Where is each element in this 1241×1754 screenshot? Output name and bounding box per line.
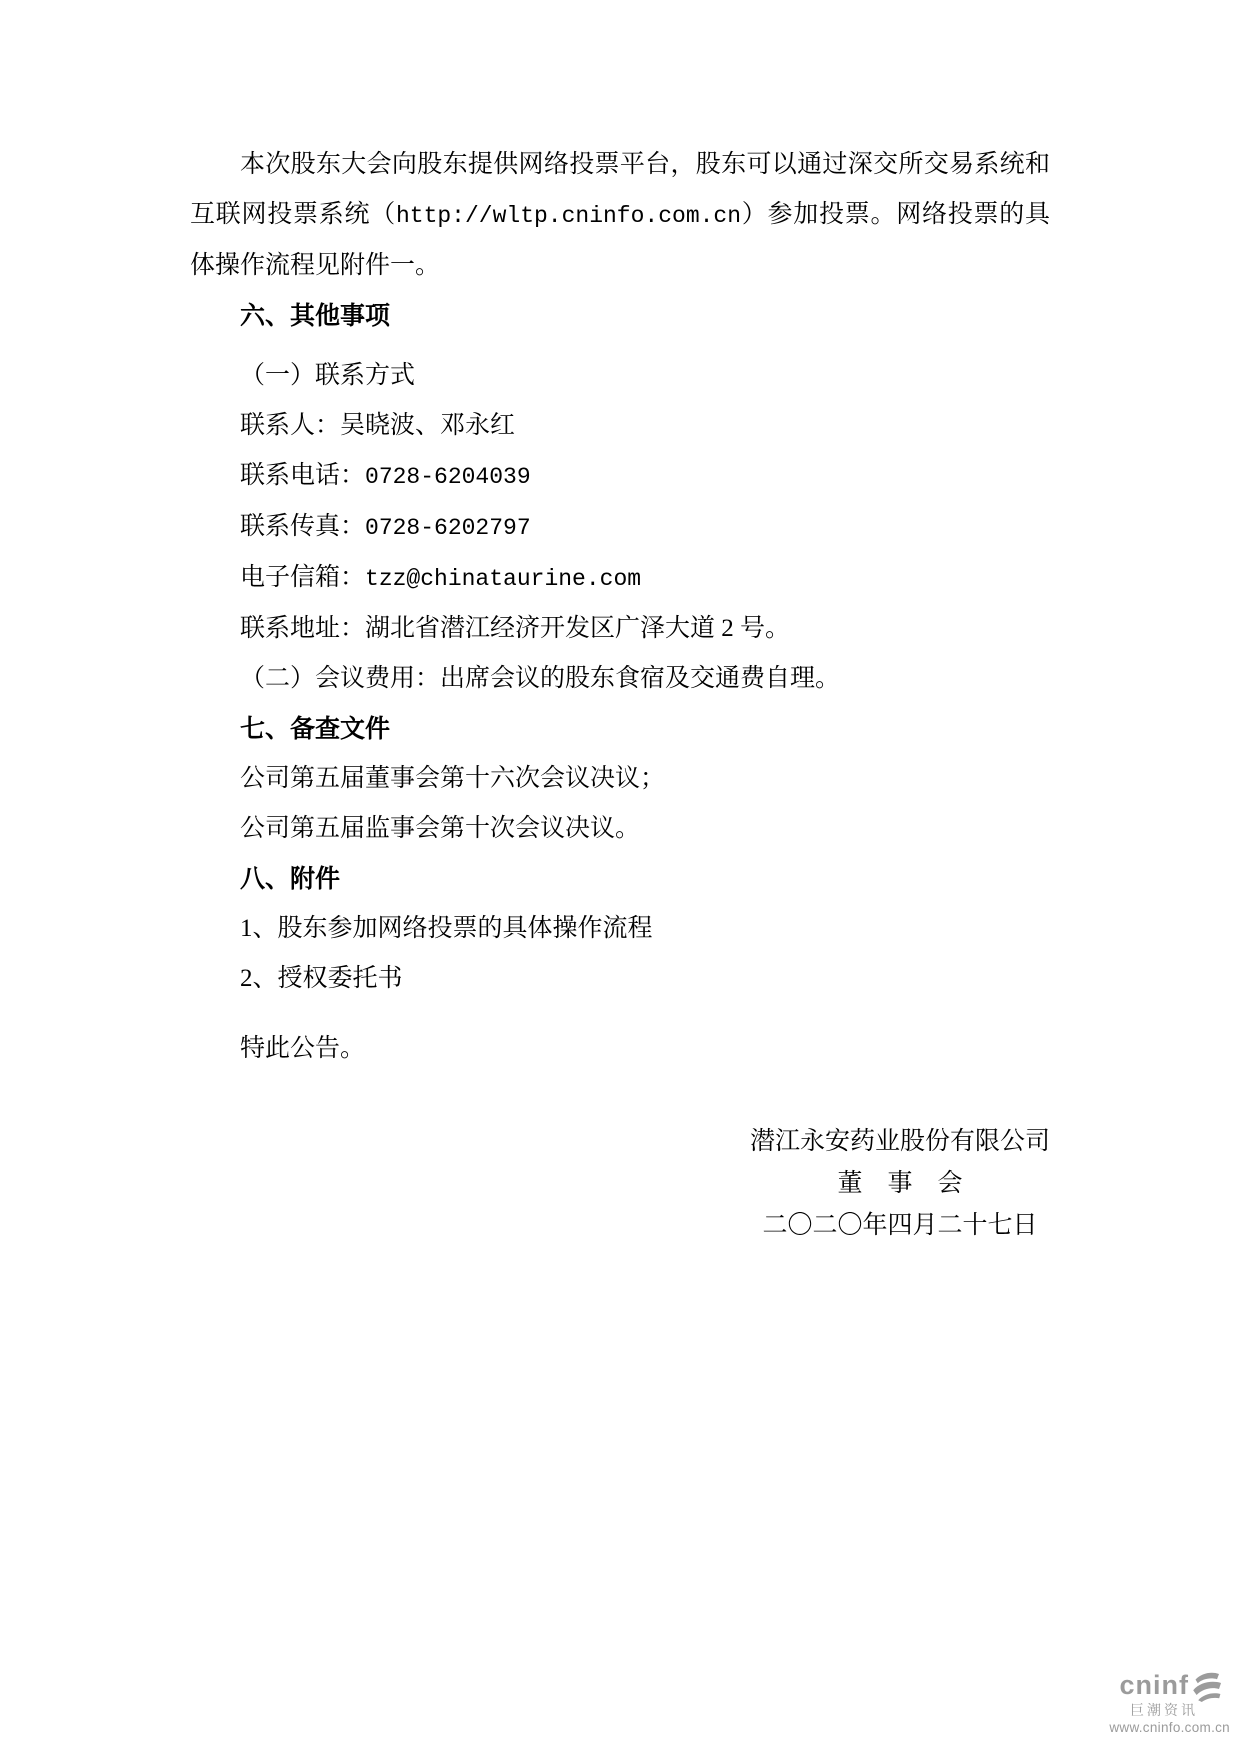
contact-person-line [190,401,1050,451]
closing-announcement-line: 特此公告。 [240,1035,366,1062]
contact-phone-label: 联系电话： [240,462,366,489]
cninfo-logo-text: cninf [1119,1670,1189,1700]
contact-email-label: 电子信箱： [240,564,366,591]
voting-url-text: http://wltp.cninfo.com.cn [395,203,742,229]
contact-email-line [190,553,1050,604]
attachment-item-proxy-form: 2、授权委托书 [240,965,403,992]
cninfo-logo-row [1109,1670,1230,1702]
contact-fax-label: 联系传真： [240,513,366,540]
cninfo-globe-icon [1192,1670,1222,1702]
intro-text-after-url: ）参加投票。网络投票的具体操作流程见附件一。 [190,201,1050,279]
intro-paragraph [190,140,1050,291]
section-heading-other-matters: 六、其他事项 [240,302,391,330]
reference-item-supervisor-resolution: 公司第五届监事会第十次会议决议。 [240,815,641,842]
signature-date: 二〇二〇年四月二十七日 [762,1212,1038,1239]
meeting-fees-line: （二）会议费用：出席会议的股东食宿及交通费自理。 [240,665,841,692]
attachment-item-voting-procedure: 1、股东参加网络投票的具体操作流程 [240,915,653,942]
contact-address-line [190,604,1050,654]
contact-address-value: 湖北省潜江经济开发区广泽大道 2 号。 [365,615,791,642]
signature-board-of-directors: 董 事 会 [837,1170,963,1197]
contact-email-value: tzz@chinataurine.com [365,566,642,592]
section-heading-attachments: 八、附件 [240,865,341,893]
cninfo-watermark [1109,1670,1230,1735]
contact-person-label: 联系人： [240,412,341,439]
contact-person-value: 吴晓波、邓永红 [340,412,516,439]
document-body [190,140,1050,1247]
contact-address-label: 联系地址： [240,615,366,642]
contact-fax-line [190,502,1050,553]
reference-item-board-resolution: 公司第五届董事会第十六次会议决议； [240,765,666,792]
contact-phone-line [190,451,1050,502]
contact-fax-value: 0728-6202797 [365,515,531,541]
signature-company-name: 潜江永安药业股份有限公司 [750,1128,1051,1155]
signature-block [750,1121,1050,1247]
intro-text-before-url: 本次股东大会向股东提供网络投票平台，股东可以通过深交所交易系统和互联网投票系统（ [190,151,1050,228]
cninfo-brand-chinese: 巨潮资讯 [1130,1701,1198,1718]
cninfo-website-url: www.cninfo.com.cn [1109,1719,1230,1735]
section-heading-reference-documents: 七、备查文件 [240,715,391,743]
contact-method-subheading: （一）联系方式 [240,362,416,389]
contact-phone-value: 0728-6204039 [365,464,531,490]
